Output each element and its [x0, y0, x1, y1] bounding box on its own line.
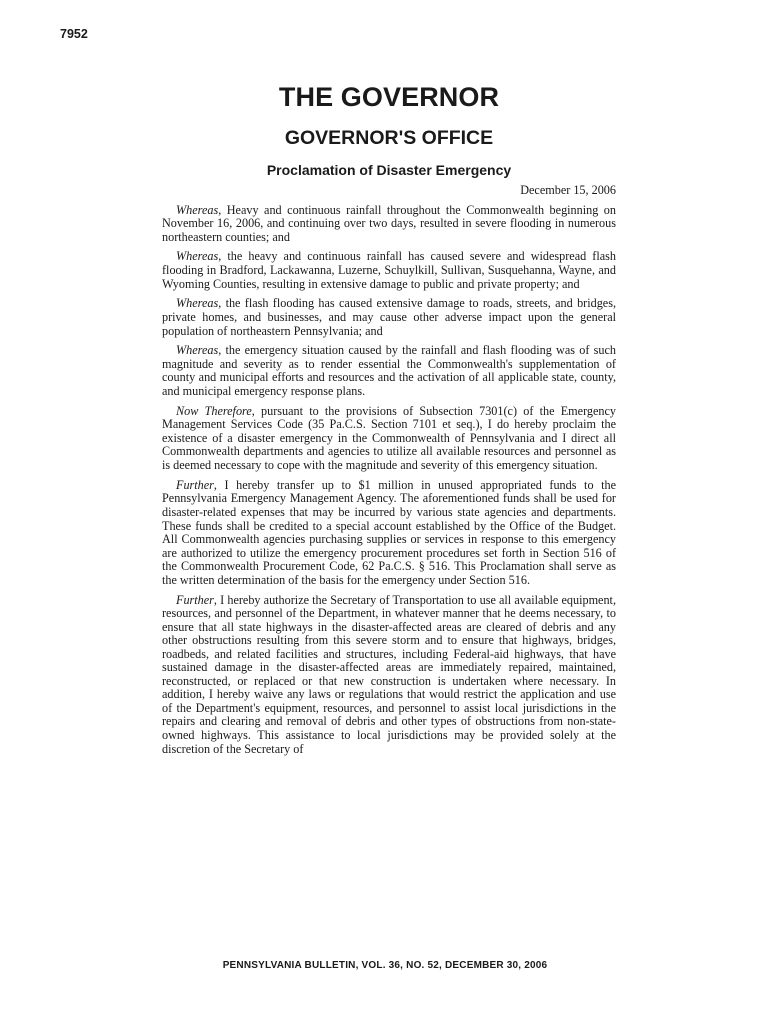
paragraph-2: [162, 250, 616, 291]
paragraph-text: , Heavy and continuous rainfall throughout the Commonwealth beginning on November 16, 2006, and continuing over two days, resulted in severe flooding in numerous northeastern counties; and: [162, 202, 616, 244]
paragraph-lead: Further: [176, 477, 214, 492]
paragraph-lead: Whereas: [176, 202, 219, 217]
proclamation-date: December 15, 2006: [520, 183, 616, 197]
paragraph-lead: Whereas: [176, 343, 219, 358]
proclamation-body: [162, 184, 616, 762]
paragraph-text: , the flash flooding has caused extensive damage to roads, streets, and bridges, private homes, and businesses, and may cause other adverse impact upon the general population of northeastern Pennsylvania; and: [162, 296, 616, 338]
paragraph-7: [162, 594, 616, 757]
paragraph-lead: Whereas: [176, 296, 219, 311]
paragraph-4: [162, 344, 616, 398]
paragraph-5: [162, 405, 616, 473]
paragraph-lead: Further: [176, 592, 214, 607]
paragraph-3: [162, 297, 616, 338]
paragraph-text: , I hereby authorize the Secretary of Transportation to use all available equipment, resources, and personnel of the Department, in whatever manner that he deems necessary, to ensure that all state highways in the disaster-affected areas are cleared of debris and any other obstructions resulting from this severe storm and to ensure that highways, bridges, roadbeds, and related facilities and structures, including Federal-aid highways, that have sustained damage in the disaster-affected areas are immediately repaired, maintained, reconstructed, or replaced or that new construction is undertaken where necessary. In addition, I hereby waive any laws or regulations that would restrict the application and use of the Department's equipment, resources, and personnel to assist local jurisdictions in the repairs and clearing and removal of debris and other types of obstructions from non-state-owned highways. This assistance to local jurisdictions may be provided solely at the discretion of the Secretary of: [162, 592, 616, 756]
page-number: 7952: [60, 27, 88, 41]
paragraph-text: , the emergency situation caused by the rainfall and flash flooding was of such magnitude and severity as to render essential the Commonwealth's supplementation of county and municipal efforts and resources and the activation of all applicable state, county, and municipal emergency response plans.: [162, 343, 616, 398]
main-title: THE GOVERNOR: [278, 82, 500, 112]
paragraph-text: , pursuant to the provisions of Subsection 7301(c) of the Emergency Management Services Code (35 Pa.C.S. Section 7101 et seq.), I do hereby proclaim the existence of a disaster emergency in the Commonwealth of Pennsylvania and I direct all Commonwealth departments and agencies to utilize all available resources and personnel as is deemed necessary to cope with the magnitude and severity of this emergency situation.: [162, 403, 617, 473]
office-title: GOVERNOR'S OFFICE: [284, 127, 494, 149]
page-footer: PENNSYLVANIA BULLETIN, VOL. 36, NO. 52, DECEMBER 30, 2006: [222, 960, 548, 971]
paragraph-lead: Now Therefore: [176, 403, 252, 418]
document-title: Proclamation of Disaster Emergency: [266, 162, 512, 178]
paragraph-text: , the heavy and continuous rainfall has caused severe and widespread flash flooding in Bradford, Lackawanna, Luzerne, Schuylkill, Sullivan, Susquehanna, Wayne, and Wyoming Counties, resulting in extensive damage to public and private property; and: [162, 249, 616, 291]
paragraph-lead: Whereas: [176, 249, 219, 264]
heading-block: [162, 80, 616, 179]
paragraph-6: [162, 479, 616, 587]
paragraph-text: , I hereby transfer up to $1 million in unused appropriated funds to the Pennsylvania Emergency Management Agency. The aforementioned funds shall be used for disaster-related expenses that may be incurred by various state agencies and departments. These funds shall be credited to a special account established by the Office of the Budget. All Commonwealth agencies purchasing supplies or services in response to this emergency are authorized to utilize the emergency procurement procedures set forth in Section 516 of the Commonwealth Procurement Code, 62 Pa.C.S. § 516. This Proclamation shall serve as the written determination of the basis for the emergency under Section 516.: [162, 477, 616, 587]
paragraph-1: [162, 204, 616, 245]
